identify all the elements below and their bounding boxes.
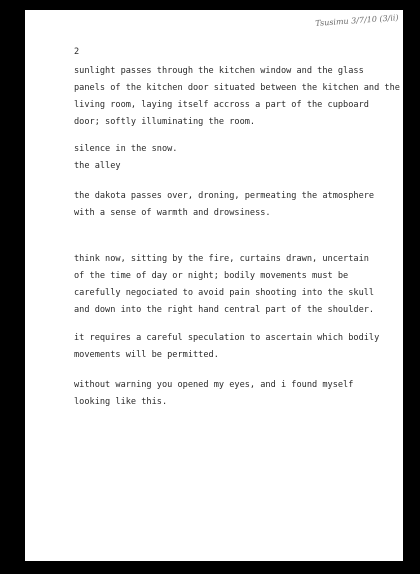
- text-line: sunlight passes through the kitchen window and the glass: [74, 66, 364, 76]
- text-line: looking like this.: [74, 397, 168, 407]
- page-number: 2: [74, 47, 80, 57]
- text-line: with a sense of warmth and drowsiness.: [74, 208, 271, 218]
- text-line: think now, sitting by the fire, curtains drawn, uncertain: [74, 254, 369, 264]
- text-line: movements will be permitted.: [74, 350, 219, 360]
- text-line: without warning you opened my eyes, and i found myself: [74, 380, 354, 390]
- handwritten-archive-reference: Tsusimu 3/7/10 (3/ii): [315, 13, 399, 28]
- paragraph-speculation: [74, 330, 379, 364]
- paragraph-warning: [74, 377, 353, 411]
- text-line: of the time of day or night; bodily movements must be: [74, 271, 349, 281]
- text-line: living room, laying itself accross a part of the cupboard: [74, 100, 369, 110]
- text-line: it requires a careful speculation to ascertain which bodily: [74, 333, 380, 343]
- paragraph-silence: [74, 141, 177, 175]
- text-line: door; softly illuminating the room.: [74, 117, 256, 127]
- text-line: and down into the right hand central part of the shoulder.: [74, 305, 375, 315]
- text-line: the dakota passes over, droning, permeating the atmosphere: [74, 191, 375, 201]
- paragraph-sunlight: [74, 63, 400, 131]
- paragraph-dakota: [74, 188, 374, 222]
- text-line: silence in the snow.: [74, 144, 178, 154]
- text-line: carefully negociated to avoid pain shooting into the skull: [74, 288, 375, 298]
- text-line: panels of the kitchen door situated between the kitchen and the: [74, 83, 400, 93]
- text-line: the alley: [74, 161, 121, 171]
- typescript-page: [25, 10, 403, 561]
- paragraph-fire: [74, 251, 374, 319]
